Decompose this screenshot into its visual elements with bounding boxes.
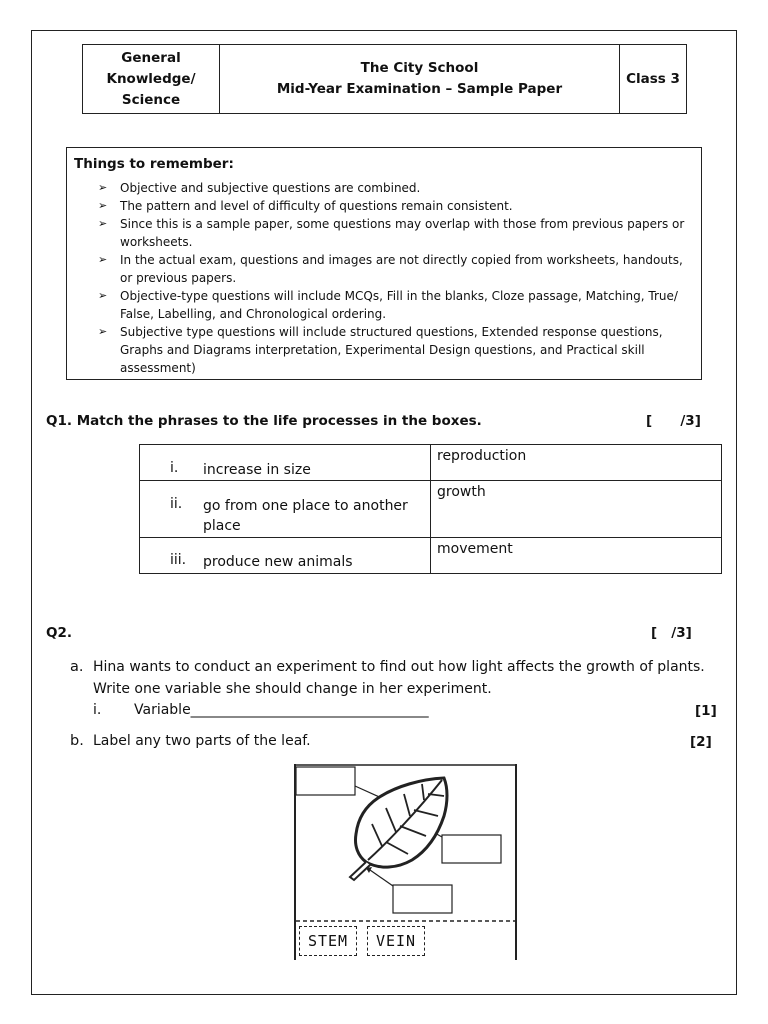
- q2a-line-1: Hina wants to conduct an experiment to find out how light affects the growth of plants.: [93, 659, 705, 675]
- q2a-i-number: i.: [93, 702, 102, 718]
- matching-table: [139, 444, 722, 574]
- q1-heading: Q1. Match the phrases to the life processes in the boxes.: [46, 413, 482, 429]
- subject-line-3: Science: [121, 91, 181, 108]
- arrow-bullet-icon: ➢: [98, 289, 108, 302]
- remember-item: ➢ Objective and subjective questions are combined.: [98, 181, 421, 195]
- process-cell[interactable]: movement: [431, 538, 722, 574]
- remember-list: [74, 179, 693, 377]
- remember-item: ➢ In the actual exam, questions and images are not directly copied from worksheets, handouts, or previous papers.: [98, 253, 683, 285]
- remember-title: Things to remember:: [74, 156, 234, 172]
- variable-answer-line[interactable]: Variable__________________________________: [134, 702, 429, 718]
- phrase-cell: [140, 538, 431, 574]
- q2b-text: Label any two parts of the leaf.: [93, 733, 311, 749]
- q2a-label: a.: [70, 659, 84, 675]
- arrow-bullet-icon: ➢: [98, 181, 108, 194]
- arrow-bullet-icon: ➢: [98, 217, 108, 230]
- q2-heading: Q2.: [46, 625, 72, 641]
- phrase-text: increase in size: [203, 462, 311, 478]
- class-cell: [620, 45, 686, 113]
- subject-line-1: General: [121, 49, 181, 66]
- school-name: The City School: [360, 60, 479, 76]
- phrase-cell: [140, 481, 431, 538]
- label-box[interactable]: [442, 835, 501, 863]
- leaf-diagram: [294, 764, 517, 960]
- table-row: [140, 445, 722, 481]
- q2b-marks: [2]: [690, 734, 712, 750]
- q2a-marks: [1]: [695, 703, 717, 719]
- process-cell[interactable]: reproduction: [431, 445, 722, 481]
- remember-item: ➢ Objective-type questions will include MCQs, Fill in the blanks, Cloze passage, Matching, True/ False, Labelling, and Chronological ordering.: [98, 289, 678, 321]
- remember-item: ➢ The pattern and level of difficulty of questions remain consistent.: [98, 199, 513, 213]
- remember-item: ➢ Subjective type questions will include structured questions, Extended response questions, Graphs and Diagrams interpretation, Experimental Design questions, and Practical skill assessment): [98, 325, 663, 375]
- label-box[interactable]: [393, 885, 452, 913]
- arrow-bullet-icon: ➢: [98, 199, 108, 212]
- exam-header: [82, 44, 687, 114]
- process-cell[interactable]: growth: [431, 481, 722, 538]
- title-cell: [220, 45, 620, 113]
- word-bank-vein[interactable]: VEIN: [367, 926, 425, 956]
- class-label: Class 3: [626, 70, 680, 87]
- label-box[interactable]: [296, 767, 355, 795]
- exam-title: Mid-Year Examination – Sample Paper: [276, 81, 563, 97]
- phrase-text: produce new animals: [203, 554, 353, 570]
- row-number: i.: [170, 460, 179, 476]
- subject-cell: [83, 45, 220, 113]
- q2b-label: b.: [70, 733, 84, 749]
- q1-marks: [ /3]: [646, 413, 701, 429]
- arrow-bullet-icon: ➢: [98, 253, 108, 266]
- arrow-bullet-icon: ➢: [98, 325, 108, 338]
- q2a-line-2: Write one variable she should change in her experiment.: [93, 681, 492, 697]
- remember-item: ➢ Since this is a sample paper, some questions may overlap with those from previous papers or worksheets.: [98, 217, 685, 249]
- remember-box: [66, 147, 702, 380]
- phrase-text: go from one place to another place: [203, 498, 408, 534]
- q2-marks: [ /3]: [651, 625, 692, 641]
- table-row: [140, 481, 722, 538]
- table-row: [140, 538, 722, 574]
- row-number: iii.: [170, 552, 187, 568]
- word-bank-stem[interactable]: STEM: [299, 926, 357, 956]
- row-number: ii.: [170, 496, 183, 512]
- phrase-cell: [140, 445, 431, 481]
- subject-line-2: Knowledge/: [106, 70, 196, 87]
